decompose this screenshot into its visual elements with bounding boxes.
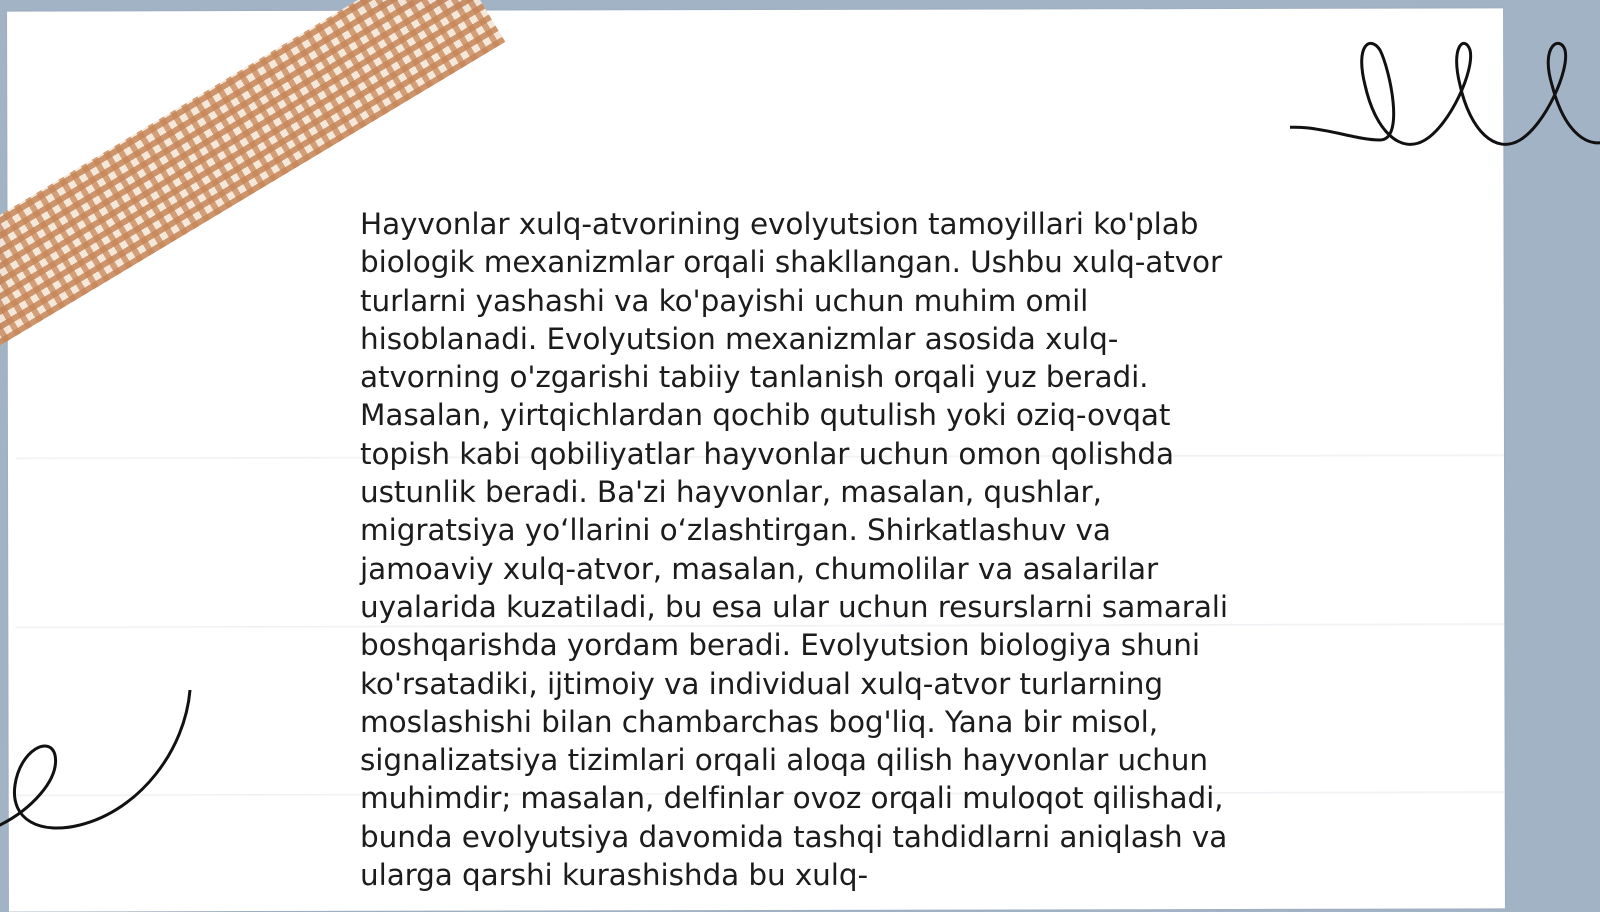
body-paragraph: Hayvonlar xulq-atvorining evolyutsion tamoyillari ko'plab biologik mexanizmlar orqali shakllangan. Ushbu xulq-atvor turlarni yashashi va ko'payishi uchun muhim omil hisoblanadi. Evolyutsion mexanizmlar asosida xulq-atvorning o'zgarishi tabiiy tanlanish orqali yuz beradi. Masalan, yirtqichlardan qochib qutulish yoki oziq-ovqat topish kabi qobiliyatlar hayvonlar uchun omon qolishda ustunlik beradi. Ba'zi hayvonlar, masalan, qushlar, migratsiya yo‘llarini o‘zlashtirgan. Shirkatlashuv va jamoaviy xulq-atvor, masalan, chumolilar va asalarilar uyalarida kuzatiladi, bu esa ular uchun resurslarni samarali boshqarishda yordam beradi. Evolyutsion biologiya shuni ko'rsatadiki, ijtimoiy va individual xulq-atvor turlarning moslashishi bilan chambarchas bog'liq. Yana bir misol, signalizatsiya tizimlari orqali aloqa qilish hayvonlar uchun muhimdir; masalan, delfinlar ovoz orqali muloqot qilishadi, bunda evolyutsiya davomida tashqi tahdidlarni aniqlash va ularga qarshi kurashishda bu xulq- bbox=[360, 207, 1228, 893]
loop-scribble-icon bbox=[1290, 30, 1600, 170]
curl-scribble-icon bbox=[0, 690, 200, 850]
